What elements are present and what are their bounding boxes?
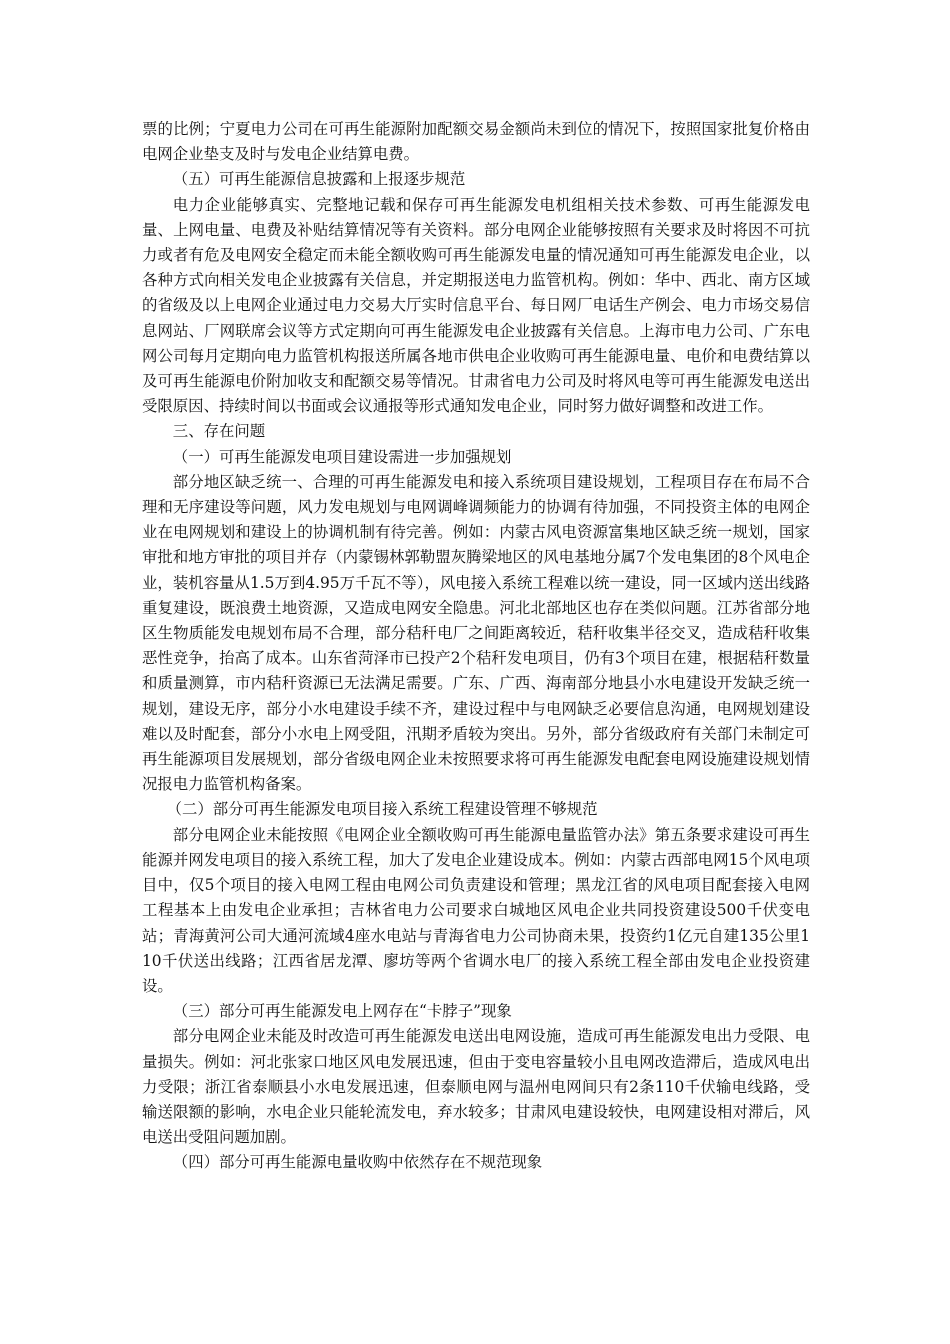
body-paragraph: 部分电网企业未能按照《电网企业全额收购可再生能源电量监管办法》第五条要求建设可再生能源并网发电项目的接入系统工程，加大了发电企业建设成本。例如：内蒙古西部电网15个风电项目中，仅5个项目的接入电网工程由电网公司负责建设和管理；黑龙江省的风电项目配套接入电网工程基本上由发电企业承担；吉林省电力公司要求白城地区风电企业共同投资建设500千伏变电站；青海黄河公司大通河流域4座水电站与青海省电力公司协商未果，投资约1亿元自建135公里110千伏送出线路；江西省居龙潭、廖坊等两个省调水电厂的接入系统工程全部由发电企业投资建设。: [142, 825, 810, 995]
section-heading: （五）可再生能源信息披露和上报逐步规范: [172, 170, 466, 189]
section-heading: （四）部分可再生能源电量收购中依然存在不规范现象: [172, 1153, 543, 1172]
section-heading: （三）部分可再生能源发电上网存在“卡脖子”现象: [172, 1002, 512, 1021]
document-page: [142, 117, 810, 1176]
body-paragraph: 部分电网企业未能及时改造可再生能源发电送出电网设施，造成可再生能源发电出力受限、电量损失。例如：河北张家口地区风电发展迅速，但由于变电容量较小且电网改造滞后，造成风电出力受限；浙江省泰顺县小水电发展迅速，但泰顺电网与温州电网间只有2条110千伏输电线路，受输送限额的影响，水电企业只能轮流发电，弃水较多；甘肃风电建设较快，电网建设相对滞后，风电送出受阻问题加剧。: [142, 1027, 810, 1147]
body-paragraph: 电力企业能够真实、完整地记载和保存可再生能源发电机组相关技术参数、可再生能源发电量、上网电量、电费及补贴结算情况等有关资料。部分电网企业能够按照有关要求及时将因不可抗力或者有危及电网安全稳定而未能全额收购可再生能源发电量的情况通知可再生能源发电企业，以各种方式向相关发电企业披露有关信息，并定期报送电力监管机构。例如：华中、西北、南方区域的省级及以上电网企业通过电力交易大厅实时信息平台、每日网厂电话生产例会、电力市场交易信息网站、厂网联席会议等方式定期向可再生能源发电企业披露有关信息。上海市电力公司、广东电网公司每月定期向电力监管机构报送所属各地市供电企业收购可再生能源电量、电价和电费结算以及可再生能源电价附加收支和配额交易等情况。甘肃省电力公司及时将风电等可再生能源发电送出受限原因、持续时间以书面或会议通报等形式通知发电企业，同时努力做好调整和改进工作。: [142, 195, 810, 416]
body-paragraph: 部分地区缺乏统一、合理的可再生能源发电和接入系统项目建设规划，工程项目存在布局不合理和无序建设等问题，风力发电规划与电网调峰调频能力的协调有待加强，不同投资主体的电网企业在电网规划和建设上的协调机制有待完善。例如：内蒙古风电资源富集地区缺乏统一规划，国家审批和地方审批的项目并存（内蒙锡林郭勒盟灰腾梁地区的风电基地分属7个发电集团的8个风电企业，装机容量从1.5万到4.95万千瓦不等），风电接入系统工程难以统一建设，同一区域内送出线路重复建设，既浪费土地资源，又造成电网安全隐患。河北北部地区也存在类似问题。江苏省部分地区生物质能发电规划布局不合理，部分秸秆电厂之间距离较近，秸秆收集半径交叉，造成秸秆收集恶性竞争，抬高了成本。山东省菏泽市已投产2个秸秆发电项目，仍有3个项目在建，根据秸秆数量和质量测算，市内秸秆资源已无法满足需要。广东、广西、海南部分地县小水电建设开发缺乏统一规划，建设无序，部分小水电建设手续不齐，建设过程中与电网缺乏必要信息沟通，电网规划建设难以及时配套，部分小水电上网受阻，汛期矛盾较为突出。另外，部分省级政府有关部门未制定可再生能源项目发展规划，部分省级电网企业未按照要求将可再生能源发电配套电网设施建设规划情况报电力监管机构备案。: [142, 472, 810, 794]
section-heading: （一）可再生能源发电项目建设需进一步加强规划: [172, 447, 512, 466]
body-paragraph: 票的比例；宁夏电力公司在可再生能源附加配额交易金额尚未到位的情况下，按照国家批复价格由电网企业垫支及时与发电企业结算电费。: [142, 120, 810, 164]
section-heading: （二）部分可再生能源发电项目接入系统工程建设管理不够规范: [166, 800, 598, 819]
chapter-heading: 三、存在问题: [172, 422, 266, 441]
